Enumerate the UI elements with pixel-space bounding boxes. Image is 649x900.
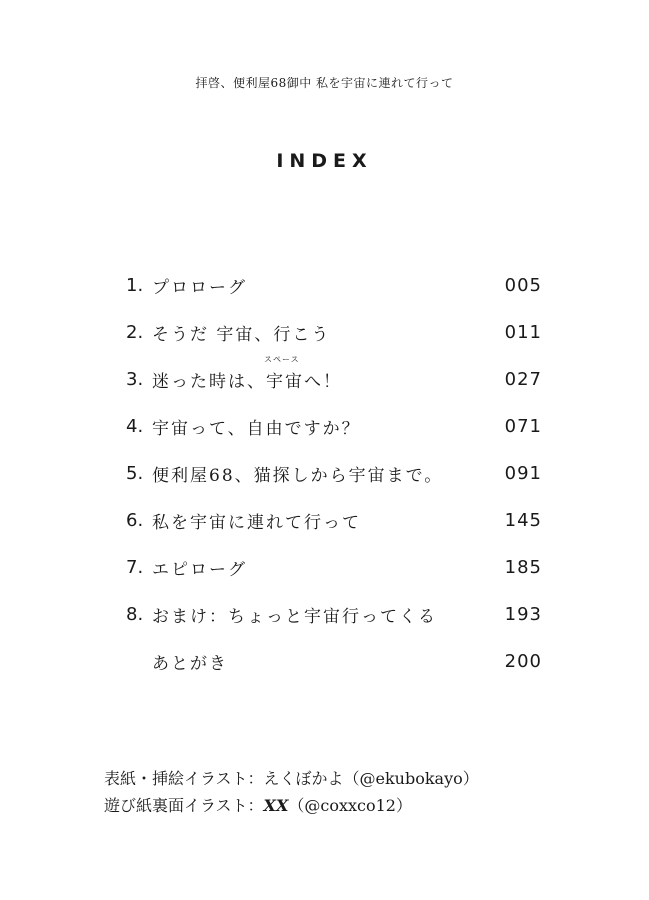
toc-number: 6. — [126, 510, 144, 531]
toc-number: 1. — [126, 275, 144, 296]
ruby-base: 宇宙 — [266, 372, 304, 392]
toc-number: 8. — [126, 604, 144, 625]
toc-number: 7. — [126, 557, 144, 578]
toc-entry-4 — [126, 403, 542, 450]
ruby-word — [264, 355, 304, 392]
toc-page-number: 145 — [504, 510, 542, 531]
toc-page-number: 091 — [504, 463, 542, 484]
toc-page-number: 027 — [504, 369, 542, 390]
toc-number: 3. — [126, 369, 144, 390]
toc-title: 私を宇宙に連れて行って — [152, 513, 361, 533]
toc-entry-8 — [126, 591, 542, 638]
toc-title: エピローグ — [152, 560, 247, 580]
index-heading: INDEX — [276, 150, 373, 172]
toc-entry-1 — [126, 262, 542, 309]
toc-page-number: 185 — [504, 557, 542, 578]
ruby-reading: スペース — [264, 355, 300, 364]
toc-title: 宇宙って、自由ですか？ — [152, 419, 361, 439]
toc-number: 5. — [126, 463, 144, 484]
toc-title: プロローグ — [152, 278, 247, 298]
toc-page-number: 193 — [504, 604, 542, 625]
toc-page-number: 005 — [504, 275, 542, 296]
toc-title: おまけ：ちょっと宇宙行ってくる — [152, 607, 437, 627]
toc-number: 4. — [126, 416, 144, 437]
toc-page-number: 071 — [504, 416, 542, 437]
toc-entry-afterword — [126, 638, 542, 685]
illustration-credits — [104, 765, 479, 819]
endpaper-illustration-credit — [104, 792, 479, 819]
credit-label: 遊び紙裏面イラスト： — [104, 796, 264, 815]
toc-page-number: 011 — [504, 322, 542, 343]
toc-title: あとがき — [152, 654, 228, 674]
toc-entry-6 — [126, 497, 542, 544]
illustrator-handle: （@coxxco12） — [288, 796, 412, 815]
table-of-contents — [126, 262, 542, 685]
toc-title — [152, 355, 342, 392]
toc-page-number: 200 — [504, 651, 542, 672]
toc-entry-2 — [126, 309, 542, 356]
illustrator-name: XX — [263, 796, 289, 815]
cover-illustration-credit: 表紙・挿絵イラスト：えくぼかよ（@ekubokayo） — [104, 769, 479, 788]
toc-title-part: 迷った時は、 — [152, 372, 266, 392]
toc-entry-5 — [126, 450, 542, 497]
toc-entry-3 — [126, 356, 542, 403]
toc-entry-7 — [126, 544, 542, 591]
toc-title: そうだ 宇宙、行こう — [152, 325, 331, 345]
book-subtitle-header: 拝啓、便利屋68御中 私を宇宙に連れて行って — [195, 76, 454, 90]
toc-title: 便利屋68、猫探しから宇宙まで。 — [152, 466, 444, 486]
toc-title-part: へ！ — [304, 372, 342, 392]
toc-number: 2. — [126, 322, 144, 343]
